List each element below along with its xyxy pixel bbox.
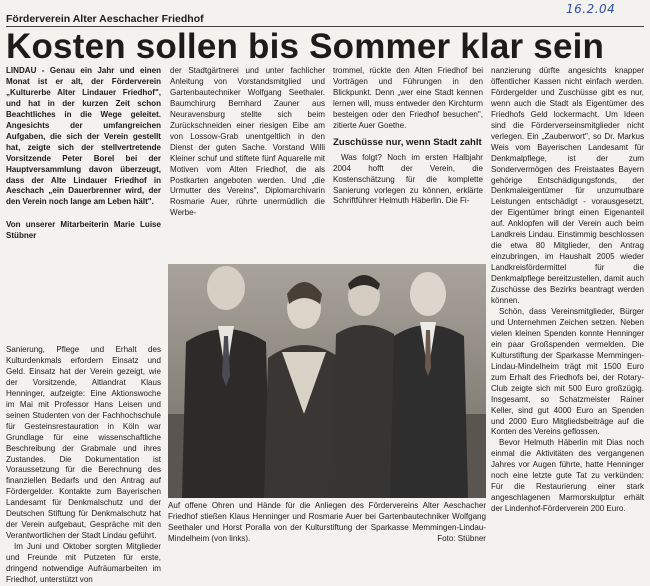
body-paragraph: Sanierung, Pflege und Erhalt des Kulturdenkmals erfordern Einsatz und Geld. Einsatz hat der Verein gezeigt, wie der Vorsitzende, Altlandrat Klaus Henninger, aufzeigte: Eine Aktionswoche im Mai mit Professor Hans Leisen und seinen Studenten von der Fachhochschule für Gesteinsrestauration in Köln war Grundlage für eine wissenschaftliche Beschreibung der Grabmale und ihres Zustandes. Die Dokumentation ist Voraussetzung für die Berechnung des finanziellen Bedarfs und den Antrag auf Fördergelder. Kontakte zum Bayerischen Landesamt für Denkmalschutz und der Deutschen Stiftung für Denkmalschutz hat der Verein aufgebaut, Gespräche mit den Verantwortlichen der Stadt Lindau geführt. <box>6 345 161 541</box>
column-1-body <box>6 345 161 585</box>
lead-paragraph: LINDAU - Genau ein Jahr und einen Monat ist er alt, der Förderverein „Kulturerbe Alter Lindauer Friedhof", und hat in der kurzen Zeit schon Beachtliches in die Wege geleitet. Angesichts der umfangreichen Aufgaben, die sich der Verein gestellt hat, zeigte sich der stellvertretende Vorsitzende Peter Borel bei der Hauptversammlung davon überzeugt, dass der Alte Lindauer Friedhof in Aeschach „ein Dauerbrenner wird, der den Verein noch lange am Leben hält". <box>6 66 161 207</box>
column-2 <box>170 66 325 266</box>
body-paragraph: Was folgt? Noch im ersten Halbjahr 2004 hofft der Verein, die Kostenschätzung für die komplette Sanierung vorlegen zu können, erklärte Schriftführer Helmuth Häberlin. Die Fi- <box>333 152 483 206</box>
kicker: Förderverein Alter Aeschacher Friedhof <box>6 13 204 25</box>
column-1-lead <box>6 66 161 332</box>
handwritten-date: 16.2.04 <box>566 2 616 16</box>
caption-text: Auf offene Ohren und Hände für die Anliegen des Fördervereins Alter Aeschacher Friedhof stießen Klaus Henninger und Rosmarie Auer bei Gartenbautechniker Wolfgang Seethaler und Horst Poralla von der Kulturstiftung der Sparkasse Memmingen-Lindau-Mindelheim (von links). <box>168 501 486 543</box>
body-paragraph: der Stadtgärtnerei und unter fachlicher Anleitung von Vorstandsmitglied und Gartenbautechniker Wolfgang Seethaler. Baumchirurg Bernhard Zauner aus Neuravensburg stellte sich beim Zurückschneiden einer riesigen Eibe am von Lossow-Grab unentgeltlich in den Dienst der guten Sache. Vorstand Willi Kleiner schuf und stiftete fünf Aquarelle mit Motiven vom Alten Friedhof, die als Postkarten angeboten werden. Und „die Urmutter des Vereins", Diplomarchivarin Rosmarie Auer, rührte unermüdlich die Werbe- <box>170 66 325 218</box>
subheading: Zuschüsse nur, wenn Stadt zahlt <box>333 136 482 148</box>
body-paragraph: Bevor Helmuth Häberlin mit Dias noch einmal die Aktivitäten des vergangenen Jahres vor Augen führte, hatte Henninger noch eine letzte gute Tat zu verkünden: Für die Restaurierung einer stark angeschlagenen Marmorskulptur erhält der Lindenhof-Förderverein 200 Euro. <box>491 438 644 514</box>
headline: Kosten sollen bis Sommer klar sein <box>6 27 605 66</box>
body-paragraph: nanzierung dürfte angesichts knapper öffentlicher Kassen nicht einfach werden. Fördergelder und Zuschüsse gibt es nur, wenn auch die Stadt als Eigentümer des Friedhofs Geld lockermacht. Um Ideen sind die Förderverseinsmitglieder nicht verlegen. Ein „Zauberwort", so Dr. Markus Weis vom Bayerischen Landesamt für Denkmalpflege, ist der zum Sondervermögen des Freistaates Bayern gehörige Entschädigungsfonds, der Denkmaleigentümer für unzumutbare Leistungen entschädigt - vorausgesetzt, der Eigentümer bringt einen Eigenanteil auf. Anklopfen will der Verein auch beim Landkreis Lindau. Einstimmig beschlossen die etwa 80 Mitglieder, den Antrag einzubringen, im Haushalt 2005 wieder Landkreisfördermittel für die Denkmalpflege bereitzustellen, damit auch Zuschüsse des Bezirks beantragt werden können. <box>491 66 644 306</box>
byline: Von unserer Mitarbeiterin Marie Luise Stübner <box>6 220 161 241</box>
body-paragraph: Schön, dass Vereinsmitglieder, Bürger und Unternehmen Zeichen setzen. Neben vielen kleinen Spenden konnte Henninger ein paar Großspenden vermelden. Die Kulturstiftung der Sparkasse Memmingen-Lindau-Mindelheim trägt mit 1500 Euro zum Erhalt des Friedhofs bei, der Rotary-Club zeigte sich mit 500 Euro großzügig. Insgesamt, so Schatzmeister Rainer Keller, sind gut 4000 Euro an Spenden und 2000 Euro Mitgliedsbeiträge auf die Konten des Vereins geflossen. <box>491 306 644 437</box>
group-photo <box>168 264 486 498</box>
photo-credit: Foto: Stübner <box>437 533 486 543</box>
body-paragraph: Im Juni und Oktober sorgten Mitglieder und Freunde mit Putzeten für erste, dringend notwendige Aufräumarbeiten im Friedhof, unterstützt von <box>6 542 161 585</box>
body-paragraph: trommel, rückte den Alten Friedhof bei Vorträgen und Führungen in den Blickpunkt. Denn „wer eine Stadt kennen lernen will, muss entweder den Kirchturm besteigen oder den Friedhof besuchen", zitierte Auer Goethe. <box>333 66 483 130</box>
photo-caption <box>168 501 486 549</box>
column-3 <box>333 66 483 266</box>
column-4 <box>491 66 644 549</box>
